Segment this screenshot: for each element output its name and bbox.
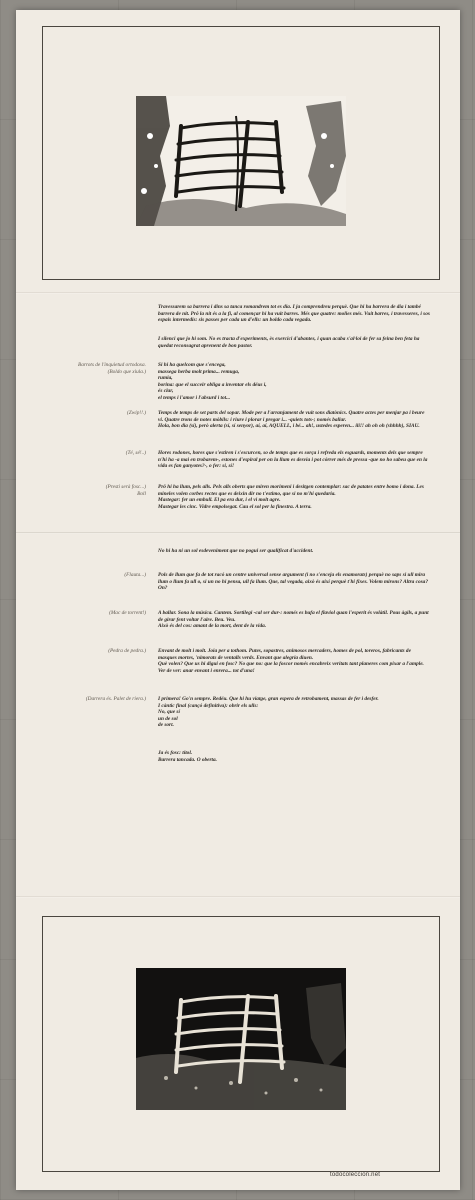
middle-statement: No hi ha ni un sol esdeveniment que no pogui ser qualificat d'accident. [158, 548, 314, 554]
block-7-label: (Pedra de pedra.) [108, 648, 146, 654]
block-1-label: Barrots de l'inquietud ortodoxa. (Boldo que xiula.) [77, 362, 146, 375]
block-7-text: Envant de molt i molt. Joia per a tothom. Putes, sopastres, animosos mercaders, homes de pol, toreros, fabricants de masques mortes, 'nimorats de ventalls verds. Envant que alegria diuen. Què volen? Que us hi digui en fosc? No que no: que la foscor només encabreix veritats tant planeres com pixar a l'ample. Ver de ver: anar envant i enrera... tot d'una! [158, 648, 424, 674]
block-8-text: I primera! Go'n sempre. Redéu. Que hi hu viatge, gran espera de retrobament, massas de fer i desfer. I càntic final (cançó definitiva): obrir els ulls: No, que sí un de sol de sort. [158, 696, 379, 729]
closing-lines: Ja és fosc: títol. Barrera tancada. O oberta. [158, 750, 218, 763]
block-5-label: (Flauta...) [124, 572, 146, 578]
fold-line-2 [16, 532, 460, 534]
etching-gate-dark [136, 968, 346, 1110]
block-5-text: Pols de llum que fa de tot racó un centre universal sense argument (i no s'enceja els enamorats) perquè no saps si ull mira llum o llum fa ull o, si un no hi pensa, ull fa llum. Que, tal vegada, això és així perquè t'hi fixes. Volem mirons? Altra cosa? On? [158, 572, 428, 592]
block-8-label: (Darrera és. Palet de riera.) [85, 696, 146, 702]
intro-paragraph-1: Travessarem sa barrera i dins sa tanca romandrem tot es dia. I ja comprendreu perquè. Que hi ha barrera de dia i també barrera de nit. Prô la nit és a la fi, al començar hi ha vuit barres. Més que quatre: molies més. Vuit barres, i travesseres, i sos espais intermedis: sis passes per cada un d'ells: un boldo cada vegada. [158, 304, 430, 324]
folded-print-sheet [16, 10, 460, 1190]
watermark-text: todocoleccion.net [330, 1172, 381, 1178]
block-6-text: A ballar. Sona la música. Cantem. Sortilegi -cal ser dur-: només es bufa el flaviol quan l'esperit és volàtil. Pous àgils, a punt de girar fent voltar l'aire. Beu. Veu. Això és del cos: amant de la mort, dent de la vida. [158, 610, 429, 630]
block-3-text: Hores rodones, hores que s'estiren i s'escurcen, so de temps que es sorça i refreda els esguards, moments dels que sempre n'hi ha -a mai en trobarem-, estones d'espiral per on la llum es desvia i pot córrer més de pressa -que no ho sabeu que en la vida es fan ganyotes?-, o fer: si, sí! [158, 450, 428, 470]
block-2-label: (Zwip!!.) [127, 410, 146, 416]
fold-line-3 [16, 896, 460, 898]
fold-line-1 [16, 292, 460, 294]
block-4-label: (Presti serà fosc...) Boll [105, 484, 146, 497]
block-4-text: Prô hi ha llum, pels alls. Pels alls oberts que miren morimeni i desitgen contemplar: sac de patates entre bomo i dona. Les mineles volen corbes rectes que es deixin dir no t'estimo, que si no m'hi quedaria. Mastegar: fer un embull. El pa era dur, i el vi molt agre. Mastegar les cinc. Vidre empolsegat. Cau el sol per la finestra. A terra. [158, 484, 424, 510]
block-2-text: Temps de temps de set parts del sopar. Mode per a l'arranjament de vuit sons diatònics. Quatre actes per menjar pa i beure vi. Quatre trons de notes mòbils: i riure i plorar i pregar i... -quiets tots-; només ballar. Hola, bon dia (sí), però alerta (sí, sí senyor), aí, aí, AQUELL, i bé... ah!, ustedes esperen... ili!! ah oh oh (shhhh), SIAU. [158, 410, 425, 430]
block-1-text: Si hi ha quelcom que s'encega, massega herba molt prima... remuga, rumia, borina: que el succeir obliga a inventar els déus i, és clar, el temps i l'amor i l'absurd i tot... [158, 362, 267, 401]
etching-gate-light [136, 96, 346, 226]
block-6-label: (Mac de torrent!) [109, 610, 146, 616]
intro-paragraph-2: I silenci que jo hi som. No es tracta d'experiments, ès exercici d'abantes, i quan acaba s'al·loi de fer sa feina ben feta ha quedat reconsagrat aprenent de bon pastor. [158, 336, 420, 349]
block-3-label: (Té, sé!..) [125, 450, 146, 456]
